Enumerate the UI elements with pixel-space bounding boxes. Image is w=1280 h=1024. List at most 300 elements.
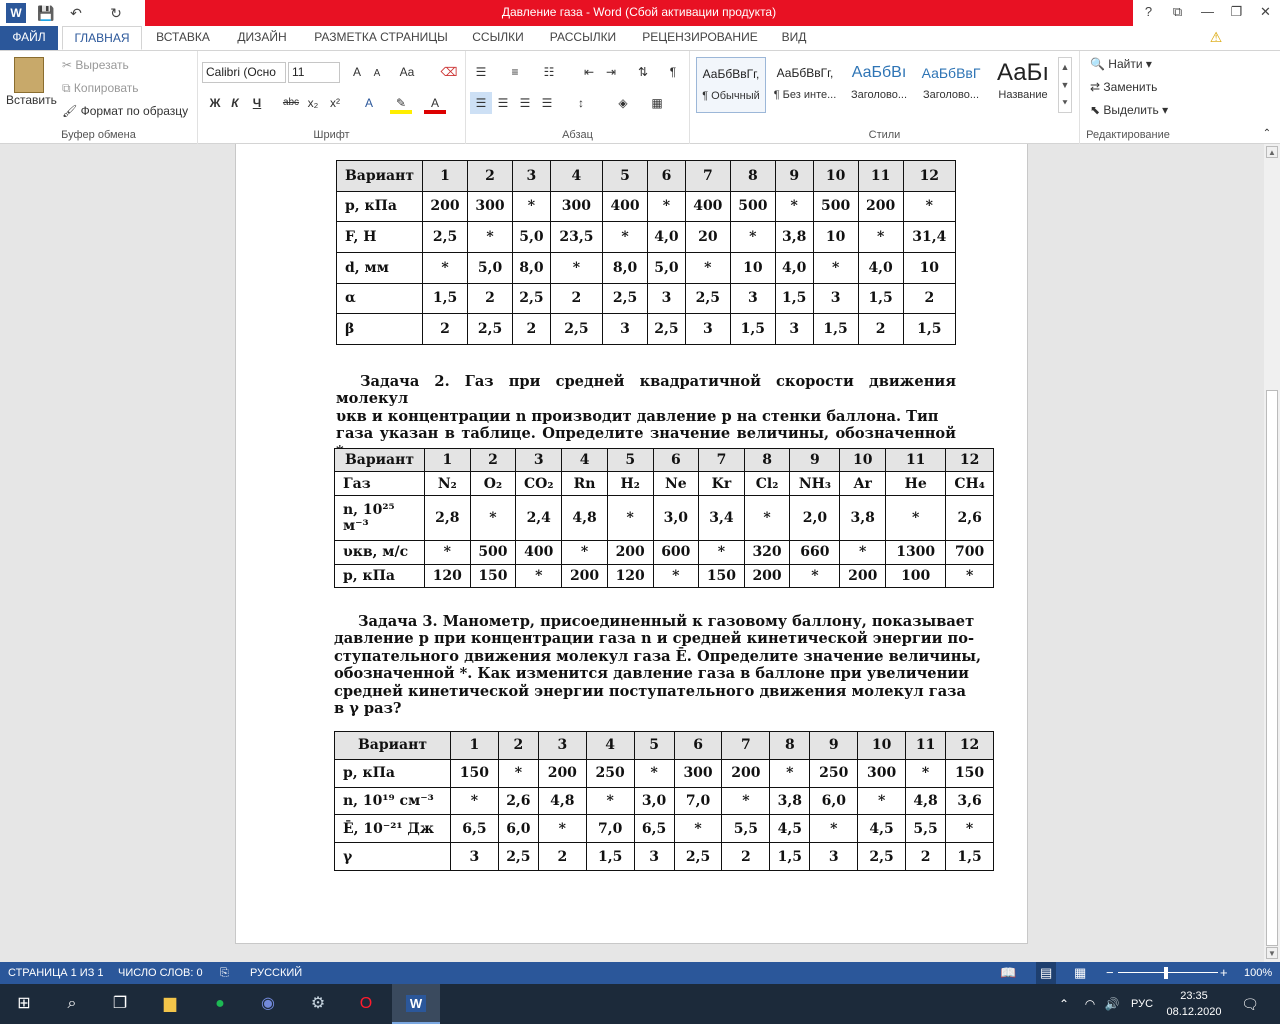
align-center-icon[interactable]: ☰ bbox=[497, 96, 509, 110]
task-view-icon[interactable]: ❐ bbox=[112, 995, 128, 1012]
table-cell[interactable]: 4,0 bbox=[648, 222, 686, 253]
table-cell[interactable]: 3 bbox=[451, 843, 499, 871]
table-cell[interactable]: 2 bbox=[513, 314, 551, 345]
format-painter-button[interactable] bbox=[62, 104, 188, 118]
table-cell[interactable]: * bbox=[586, 787, 634, 815]
table-cell[interactable]: 3 bbox=[810, 843, 858, 871]
table-cell[interactable]: 5,0 bbox=[468, 252, 513, 283]
table-cell[interactable]: 2,5 bbox=[648, 314, 686, 345]
network-icon[interactable]: ◠ bbox=[1084, 997, 1096, 1011]
font-size-combo[interactable]: 11 bbox=[288, 62, 340, 83]
zoom-slider[interactable] bbox=[1118, 972, 1218, 973]
table-cell[interactable]: 5,0 bbox=[513, 222, 551, 253]
print-layout-icon[interactable]: ▤ bbox=[1036, 962, 1056, 984]
row-header-cell[interactable]: Вариант bbox=[335, 449, 425, 472]
table-cell[interactable]: 20 bbox=[685, 222, 730, 253]
table-cell[interactable]: 9 bbox=[810, 732, 858, 760]
table-cell[interactable]: 200 bbox=[840, 564, 886, 587]
table-cell[interactable]: * bbox=[946, 564, 994, 587]
table-cell[interactable]: 11 bbox=[906, 732, 946, 760]
borders-icon[interactable]: ▦ bbox=[651, 96, 663, 110]
table-cell[interactable]: * bbox=[607, 495, 653, 540]
table-cell[interactable]: * bbox=[699, 541, 745, 564]
table-cell[interactable]: 2,0 bbox=[790, 495, 840, 540]
table-cell[interactable]: * bbox=[516, 564, 562, 587]
vertical-scrollbar[interactable] bbox=[1264, 144, 1280, 962]
discord-icon[interactable]: ◉ bbox=[261, 995, 275, 1012]
row-header-cell[interactable]: Ē, 10⁻²¹ Дж bbox=[335, 815, 451, 843]
table-cell[interactable]: 3 bbox=[685, 314, 730, 345]
table-cell[interactable]: 5 bbox=[607, 449, 653, 472]
row-header-cell[interactable]: Вариант bbox=[335, 732, 451, 760]
table-cell[interactable]: 1,5 bbox=[858, 283, 903, 314]
ribbon-display-button[interactable]: ⧉ bbox=[1172, 4, 1183, 19]
document-page[interactable] bbox=[235, 144, 1028, 944]
scroll-thumb[interactable] bbox=[1266, 390, 1278, 946]
page-count[interactable]: СТРАНИЦА 1 ИЗ 1 bbox=[8, 967, 104, 979]
table-cell[interactable]: 200 bbox=[722, 759, 770, 787]
table-cell[interactable]: * bbox=[498, 759, 538, 787]
table-cell[interactable]: 320 bbox=[744, 541, 790, 564]
underline-button[interactable]: Ч bbox=[252, 96, 262, 110]
table-cell[interactable]: * bbox=[550, 252, 602, 283]
find-button[interactable]: 🔍 Найти ▾ bbox=[1090, 57, 1152, 71]
shrink-font-button[interactable]: A bbox=[373, 68, 381, 79]
superscript-button[interactable]: x² bbox=[330, 96, 340, 110]
table-cell[interactable]: 1,5 bbox=[903, 314, 955, 345]
table-cell[interactable]: 150 bbox=[470, 564, 516, 587]
table-cell[interactable]: * bbox=[722, 787, 770, 815]
style-no-spacing[interactable] bbox=[770, 57, 840, 113]
table-cell[interactable]: 2 bbox=[722, 843, 770, 871]
warning-icon[interactable]: ⚠ bbox=[1209, 29, 1223, 45]
line-spacing-icon[interactable]: ↕ bbox=[578, 96, 584, 110]
table-cell[interactable]: 8 bbox=[744, 449, 790, 472]
table-cell[interactable]: 4,8 bbox=[538, 787, 586, 815]
table-cell[interactable]: 2,5 bbox=[513, 283, 551, 314]
proofing-icon[interactable]: ⎘ bbox=[220, 967, 229, 979]
tab-design[interactable]: ДИЗАЙН bbox=[237, 30, 287, 44]
table-cell[interactable]: 7 bbox=[722, 732, 770, 760]
table-cell[interactable]: 150 bbox=[451, 759, 499, 787]
table-cell[interactable]: 2 bbox=[423, 314, 468, 345]
table-cell[interactable]: 2,5 bbox=[498, 843, 538, 871]
table-cell[interactable]: * bbox=[648, 191, 686, 222]
table-cell[interactable]: 2 bbox=[550, 283, 602, 314]
table-cell[interactable]: 1,5 bbox=[775, 283, 813, 314]
row-header-cell[interactable]: p, кПа bbox=[337, 191, 423, 222]
table-cell[interactable]: 2 bbox=[858, 314, 903, 345]
table-cell[interactable]: 3,8 bbox=[770, 787, 810, 815]
table-cell[interactable]: 400 bbox=[516, 541, 562, 564]
table-cell[interactable]: CO₂ bbox=[516, 472, 562, 495]
pilcrow-icon[interactable]: ¶ bbox=[669, 65, 677, 79]
table-cell[interactable]: 2 bbox=[468, 161, 513, 192]
table-cell[interactable]: 300 bbox=[858, 759, 906, 787]
table-cell[interactable]: 4 bbox=[550, 161, 602, 192]
row-header-cell[interactable]: υкв, м/с bbox=[335, 541, 425, 564]
table-cell[interactable]: 3,6 bbox=[946, 787, 994, 815]
font-color-icon[interactable]: A bbox=[424, 92, 446, 114]
tab-layout[interactable]: РАЗМЕТКА СТРАНИЦЫ bbox=[314, 30, 448, 44]
cut-button[interactable] bbox=[62, 58, 129, 72]
table-cell[interactable]: * bbox=[744, 495, 790, 540]
table-cell[interactable]: 5 bbox=[634, 732, 674, 760]
table-cell[interactable]: 4 bbox=[586, 732, 634, 760]
table-cell[interactable]: * bbox=[946, 815, 994, 843]
table-cell[interactable]: 11 bbox=[858, 161, 903, 192]
zoom-in-button[interactable]: + bbox=[1220, 965, 1228, 980]
volume-icon[interactable]: 🔊 bbox=[1104, 997, 1120, 1011]
table-cell[interactable]: 2,5 bbox=[685, 283, 730, 314]
multilevel-icon[interactable]: ☷ bbox=[543, 65, 555, 79]
table-cell[interactable]: 10 bbox=[858, 732, 906, 760]
collapse-ribbon-icon[interactable]: ⌃ bbox=[1262, 128, 1272, 139]
table-cell[interactable]: * bbox=[470, 495, 516, 540]
table-cell[interactable]: 3 bbox=[603, 314, 648, 345]
zoom-level[interactable]: 100% bbox=[1244, 967, 1273, 979]
table-cell[interactable]: * bbox=[858, 787, 906, 815]
table-cell[interactable]: 3,8 bbox=[840, 495, 886, 540]
text-effects-icon[interactable]: A bbox=[364, 96, 373, 110]
strike-button[interactable]: abc bbox=[282, 97, 300, 108]
table-cell[interactable]: Ar bbox=[840, 472, 886, 495]
tab-references[interactable]: ССЫЛКИ bbox=[472, 30, 524, 44]
windows-start-icon[interactable]: ⊞ bbox=[17, 995, 31, 1012]
file-explorer-icon[interactable]: ▆ bbox=[163, 995, 177, 1012]
table-cell[interactable]: 2,8 bbox=[425, 495, 471, 540]
table-cell[interactable]: 660 bbox=[790, 541, 840, 564]
table-cell[interactable]: 10 bbox=[813, 161, 858, 192]
table-cell[interactable]: 500 bbox=[730, 191, 775, 222]
style-title[interactable] bbox=[988, 57, 1058, 113]
table-2[interactable] bbox=[334, 448, 994, 588]
row-header-cell[interactable]: Газ bbox=[335, 472, 425, 495]
table-cell[interactable]: 3,0 bbox=[634, 787, 674, 815]
zoom-slider-thumb[interactable] bbox=[1164, 967, 1168, 979]
table-cell[interactable]: 8 bbox=[770, 732, 810, 760]
sort-icon[interactable]: ⇅ bbox=[637, 65, 649, 79]
table-cell[interactable]: * bbox=[538, 815, 586, 843]
font-name-combo[interactable]: Calibri (Осно bbox=[202, 62, 286, 83]
increase-indent-icon[interactable]: ⇥ bbox=[605, 65, 617, 79]
undo-icon[interactable]: ↶ bbox=[70, 5, 82, 21]
table-cell[interactable]: 150 bbox=[946, 759, 994, 787]
table-cell[interactable]: 4,5 bbox=[770, 815, 810, 843]
table-cell[interactable]: 3 bbox=[730, 283, 775, 314]
redo-icon[interactable]: ↻ bbox=[110, 5, 122, 21]
table-cell[interactable]: * bbox=[775, 191, 813, 222]
table-cell[interactable]: 2 bbox=[538, 843, 586, 871]
save-icon[interactable]: 💾 bbox=[37, 5, 55, 21]
table-cell[interactable]: 3 bbox=[648, 283, 686, 314]
row-header-cell[interactable]: Вариант bbox=[337, 161, 423, 192]
table-cell[interactable]: * bbox=[813, 252, 858, 283]
table-cell[interactable]: 4,0 bbox=[858, 252, 903, 283]
table-cell[interactable]: 300 bbox=[468, 191, 513, 222]
table-cell[interactable]: Ne bbox=[653, 472, 699, 495]
table-cell[interactable]: 1,5 bbox=[730, 314, 775, 345]
table-cell[interactable]: * bbox=[513, 191, 551, 222]
table-cell[interactable]: 4,8 bbox=[562, 495, 608, 540]
table-cell[interactable]: 1,5 bbox=[423, 283, 468, 314]
table-cell[interactable]: 500 bbox=[470, 541, 516, 564]
table-cell[interactable]: * bbox=[840, 541, 886, 564]
row-header-cell[interactable]: p, кПа bbox=[335, 759, 451, 787]
table-cell[interactable]: 12 bbox=[946, 449, 994, 472]
table-cell[interactable]: 2,5 bbox=[674, 843, 722, 871]
table-cell[interactable]: 2,5 bbox=[858, 843, 906, 871]
table-cell[interactable]: 7 bbox=[685, 161, 730, 192]
row-header-cell[interactable]: n, 10²⁵ м⁻³ bbox=[335, 495, 425, 540]
change-case-button[interactable]: Aa bbox=[399, 65, 415, 79]
table-cell[interactable]: 400 bbox=[603, 191, 648, 222]
table-cell[interactable]: 400 bbox=[685, 191, 730, 222]
table-cell[interactable]: 5,0 bbox=[648, 252, 686, 283]
table-cell[interactable]: H₂ bbox=[607, 472, 653, 495]
table-cell[interactable]: 120 bbox=[607, 564, 653, 587]
table-cell[interactable]: 2 bbox=[906, 843, 946, 871]
highlight-icon[interactable]: ✎ bbox=[390, 92, 412, 114]
table-cell[interactable]: 3,0 bbox=[653, 495, 699, 540]
tab-insert[interactable]: ВСТАВКА bbox=[156, 30, 210, 44]
table-cell[interactable]: 2,4 bbox=[516, 495, 562, 540]
table-cell[interactable]: * bbox=[653, 564, 699, 587]
table-cell[interactable]: 3 bbox=[516, 449, 562, 472]
table-cell[interactable]: 6,0 bbox=[498, 815, 538, 843]
table-cell[interactable]: 3 bbox=[538, 732, 586, 760]
table-cell[interactable]: 1 bbox=[425, 449, 471, 472]
web-layout-icon[interactable]: ▦ bbox=[1074, 965, 1087, 980]
table-cell[interactable]: 8,0 bbox=[603, 252, 648, 283]
table-cell[interactable]: 11 bbox=[886, 449, 946, 472]
table-cell[interactable]: 200 bbox=[858, 191, 903, 222]
table-cell[interactable]: 7,0 bbox=[586, 815, 634, 843]
table-cell[interactable]: 6,0 bbox=[810, 787, 858, 815]
table-cell[interactable]: * bbox=[425, 541, 471, 564]
paste-button[interactable]: Вставить bbox=[6, 93, 57, 107]
table-cell[interactable]: 3,4 bbox=[699, 495, 745, 540]
table-cell[interactable]: * bbox=[903, 191, 955, 222]
table-cell[interactable]: 6 bbox=[648, 161, 686, 192]
table-cell[interactable]: 150 bbox=[699, 564, 745, 587]
word-taskbar-icon[interactable]: W bbox=[392, 984, 440, 1024]
table-cell[interactable]: 200 bbox=[538, 759, 586, 787]
minimize-button[interactable]: — bbox=[1201, 4, 1214, 19]
row-header-cell[interactable]: n, 10¹⁹ см⁻³ bbox=[335, 787, 451, 815]
table-cell[interactable]: 1,5 bbox=[946, 843, 994, 871]
row-header-cell[interactable]: d, мм bbox=[337, 252, 423, 283]
table-cell[interactable]: * bbox=[603, 222, 648, 253]
steam-icon[interactable]: ⚙ bbox=[310, 995, 326, 1012]
table-cell[interactable]: 10 bbox=[840, 449, 886, 472]
table-cell[interactable]: 6,5 bbox=[451, 815, 499, 843]
table-cell[interactable]: 12 bbox=[946, 732, 994, 760]
row-header-cell[interactable]: β bbox=[337, 314, 423, 345]
table-cell[interactable]: 4,0 bbox=[775, 252, 813, 283]
table-cell[interactable]: 4 bbox=[562, 449, 608, 472]
table-cell[interactable]: 120 bbox=[425, 564, 471, 587]
tray-chevron-icon[interactable]: ⌃ bbox=[1058, 997, 1070, 1011]
table-cell[interactable]: * bbox=[451, 787, 499, 815]
table-cell[interactable]: 2 bbox=[468, 283, 513, 314]
table-cell[interactable]: 2 bbox=[470, 449, 516, 472]
table-cell[interactable]: 7,0 bbox=[674, 787, 722, 815]
table-cell[interactable]: 2,5 bbox=[550, 314, 602, 345]
table-cell[interactable]: * bbox=[423, 252, 468, 283]
select-button[interactable]: ⬉ Выделить ▾ bbox=[1090, 103, 1169, 117]
table-cell[interactable]: 200 bbox=[562, 564, 608, 587]
row-header-cell[interactable]: γ bbox=[335, 843, 451, 871]
table-cell[interactable]: 250 bbox=[810, 759, 858, 787]
table-cell[interactable]: N₂ bbox=[425, 472, 471, 495]
help-button[interactable]: ? bbox=[1144, 4, 1153, 19]
table-cell[interactable]: * bbox=[685, 252, 730, 283]
shading-icon[interactable]: ◈ bbox=[618, 96, 628, 110]
table-cell[interactable]: 200 bbox=[607, 541, 653, 564]
table-cell[interactable]: 3,8 bbox=[775, 222, 813, 253]
table-cell[interactable]: * bbox=[886, 495, 946, 540]
table-cell[interactable]: 2 bbox=[903, 283, 955, 314]
tab-view[interactable]: ВИД bbox=[781, 30, 807, 44]
table-cell[interactable]: O₂ bbox=[470, 472, 516, 495]
table-cell[interactable]: 5 bbox=[603, 161, 648, 192]
table-1[interactable] bbox=[336, 160, 956, 345]
table-cell[interactable]: 250 bbox=[586, 759, 634, 787]
table-cell[interactable]: * bbox=[790, 564, 840, 587]
table-cell[interactable]: 7 bbox=[699, 449, 745, 472]
table-cell[interactable]: 2,6 bbox=[498, 787, 538, 815]
language-status[interactable]: РУССКИЙ bbox=[250, 967, 303, 979]
tab-review[interactable]: РЕЦЕНЗИРОВАНИЕ bbox=[642, 30, 758, 44]
style-heading1[interactable] bbox=[844, 57, 914, 113]
styles-scroll-icon[interactable]: ▲ ▼ ⯆ bbox=[1058, 57, 1072, 113]
tab-mailings[interactable]: РАССЫЛКИ bbox=[549, 30, 617, 44]
table-cell[interactable]: 2 bbox=[498, 732, 538, 760]
table-cell[interactable]: 8 bbox=[730, 161, 775, 192]
table-cell[interactable]: 500 bbox=[813, 191, 858, 222]
style-normal[interactable] bbox=[696, 57, 766, 113]
tab-home[interactable]: ГЛАВНАЯ bbox=[62, 26, 142, 50]
read-mode-icon[interactable]: 📖 bbox=[1000, 965, 1017, 980]
table-cell[interactable]: 2,5 bbox=[603, 283, 648, 314]
table-cell[interactable]: 1300 bbox=[886, 541, 946, 564]
table-cell[interactable]: * bbox=[674, 815, 722, 843]
align-left-icon[interactable]: ☰ bbox=[470, 92, 492, 114]
table-cell[interactable]: 300 bbox=[550, 191, 602, 222]
italic-button[interactable]: К bbox=[231, 96, 239, 110]
table-cell[interactable]: 6 bbox=[674, 732, 722, 760]
search-icon[interactable]: ⌕ bbox=[67, 995, 77, 1012]
table-cell[interactable]: 200 bbox=[423, 191, 468, 222]
table-cell[interactable]: 2,5 bbox=[423, 222, 468, 253]
table-cell[interactable]: NH₃ bbox=[790, 472, 840, 495]
table-cell[interactable]: * bbox=[468, 222, 513, 253]
table-3[interactable] bbox=[334, 731, 994, 871]
notifications-icon[interactable]: 🗨 bbox=[1241, 996, 1259, 1012]
table-cell[interactable]: He bbox=[886, 472, 946, 495]
table-cell[interactable]: 3 bbox=[775, 314, 813, 345]
table-cell[interactable]: 9 bbox=[790, 449, 840, 472]
table-cell[interactable]: * bbox=[562, 541, 608, 564]
copy-button[interactable] bbox=[62, 81, 139, 96]
table-cell[interactable]: 10 bbox=[903, 252, 955, 283]
word-count[interactable]: ЧИСЛО СЛОВ: 0 bbox=[118, 967, 203, 979]
table-cell[interactable]: 12 bbox=[903, 161, 955, 192]
table-cell[interactable]: Cl₂ bbox=[744, 472, 790, 495]
table-cell[interactable]: CH₄ bbox=[946, 472, 994, 495]
table-cell[interactable]: 1 bbox=[451, 732, 499, 760]
paste-icon[interactable] bbox=[14, 57, 44, 93]
close-button[interactable]: ✕ bbox=[1260, 4, 1271, 19]
bullets-icon[interactable]: ☰ bbox=[475, 65, 487, 79]
table-cell[interactable]: 3 bbox=[634, 843, 674, 871]
language-indicator[interactable]: РУС bbox=[1130, 998, 1154, 1010]
subscript-button[interactable]: x₂ bbox=[307, 96, 319, 110]
table-cell[interactable]: 9 bbox=[775, 161, 813, 192]
numbering-icon[interactable]: ≡ bbox=[511, 65, 519, 79]
table-cell[interactable]: 1,5 bbox=[813, 314, 858, 345]
table-cell[interactable]: Rn bbox=[562, 472, 608, 495]
table-cell[interactable]: 1 bbox=[423, 161, 468, 192]
opera-icon[interactable]: O bbox=[359, 995, 373, 1012]
table-cell[interactable]: 3 bbox=[513, 161, 551, 192]
row-header-cell[interactable]: α bbox=[337, 283, 423, 314]
table-cell[interactable]: 3 bbox=[813, 283, 858, 314]
clear-format-icon[interactable]: ⌫ bbox=[440, 65, 458, 79]
table-cell[interactable]: 8,0 bbox=[513, 252, 551, 283]
bold-button[interactable]: Ж bbox=[209, 96, 221, 110]
tab-file[interactable]: ФАЙЛ bbox=[0, 26, 58, 50]
table-cell[interactable]: * bbox=[634, 759, 674, 787]
table-cell[interactable]: 10 bbox=[730, 252, 775, 283]
align-right-icon[interactable]: ☰ bbox=[519, 96, 531, 110]
table-cell[interactable]: * bbox=[770, 759, 810, 787]
decrease-indent-icon[interactable]: ⇤ bbox=[583, 65, 595, 79]
table-cell[interactable]: * bbox=[810, 815, 858, 843]
clock[interactable] bbox=[1166, 988, 1222, 1020]
justify-icon[interactable]: ☰ bbox=[541, 96, 553, 110]
table-cell[interactable]: 31,4 bbox=[903, 222, 955, 253]
table-cell[interactable]: Kr bbox=[699, 472, 745, 495]
table-cell[interactable]: 100 bbox=[886, 564, 946, 587]
maximize-button[interactable]: ❐ bbox=[1230, 4, 1243, 19]
table-cell[interactable]: 4,8 bbox=[906, 787, 946, 815]
table-cell[interactable]: 600 bbox=[653, 541, 699, 564]
table-cell[interactable]: 5,5 bbox=[722, 815, 770, 843]
table-cell[interactable]: 1,5 bbox=[770, 843, 810, 871]
style-heading2[interactable] bbox=[916, 57, 986, 113]
zoom-out-button[interactable]: − bbox=[1106, 965, 1114, 980]
table-cell[interactable]: 4,5 bbox=[858, 815, 906, 843]
scroll-up-icon[interactable]: ▲ bbox=[1266, 146, 1278, 158]
grow-font-button[interactable]: A bbox=[352, 65, 361, 79]
table-cell[interactable]: * bbox=[906, 759, 946, 787]
spotify-icon[interactable]: ● bbox=[215, 995, 225, 1012]
table-cell[interactable]: 2,5 bbox=[468, 314, 513, 345]
row-header-cell[interactable]: F, Н bbox=[337, 222, 423, 253]
table-cell[interactable]: 23,5 bbox=[550, 222, 602, 253]
table-cell[interactable]: 2,6 bbox=[946, 495, 994, 540]
table-cell[interactable]: 200 bbox=[744, 564, 790, 587]
table-cell[interactable]: 6,5 bbox=[634, 815, 674, 843]
scroll-down-icon[interactable]: ▼ bbox=[1266, 947, 1278, 959]
table-cell[interactable]: 300 bbox=[674, 759, 722, 787]
table-cell[interactable]: 700 bbox=[946, 541, 994, 564]
row-header-cell[interactable]: p, кПа bbox=[335, 564, 425, 587]
table-cell[interactable]: * bbox=[858, 222, 903, 253]
table-cell[interactable]: 1,5 bbox=[586, 843, 634, 871]
